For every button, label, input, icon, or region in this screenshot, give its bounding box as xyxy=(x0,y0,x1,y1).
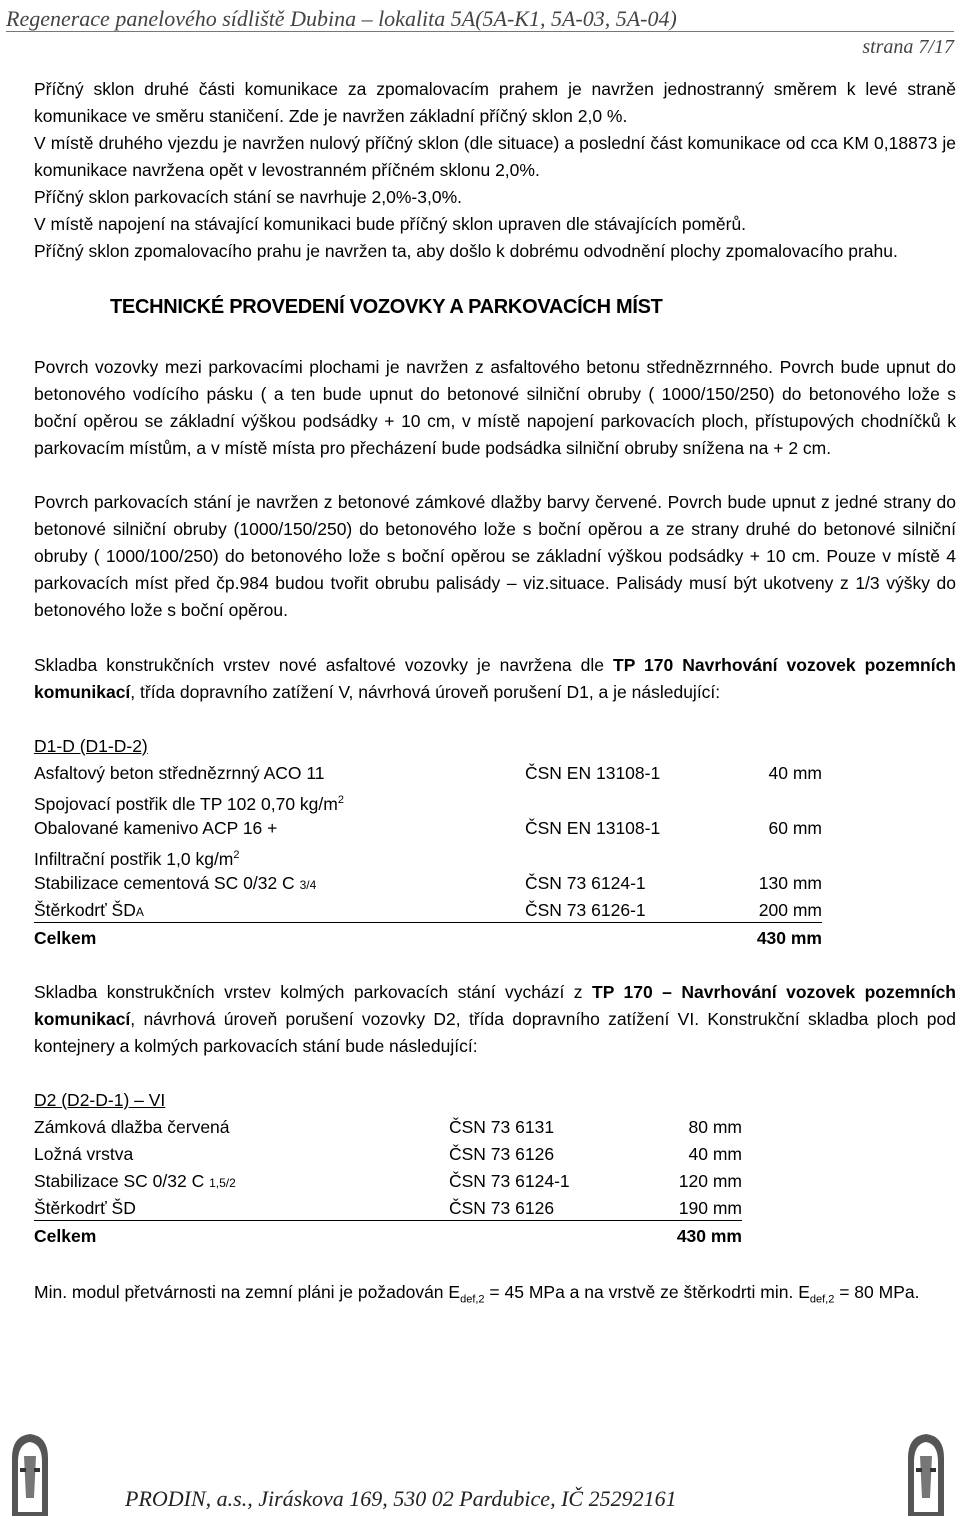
layer-name-text: Spojovací postřik dle TP 102 0,70 kg/m xyxy=(34,793,338,814)
modulus-sub: def,2 xyxy=(809,1293,835,1306)
company-logo-right xyxy=(898,1428,952,1518)
layer-name-text: Štěrkodrť ŠD xyxy=(34,900,136,920)
layer-norm: ČSN 73 6126 xyxy=(449,1198,555,1218)
layer-thickness: 40 mm xyxy=(688,1144,742,1164)
layer-name: Štěrkodrť ŠD xyxy=(34,1198,136,1218)
layer-norm: ČSN 73 6126 xyxy=(449,1144,555,1164)
layer-grade-sub: 3/4 xyxy=(299,878,317,892)
layer-norm: ČSN EN 13108-1 xyxy=(525,763,661,783)
company-logo-left xyxy=(2,1428,56,1518)
layer-name: Asfaltový beton střednězrnný ACO 11 xyxy=(34,763,325,783)
modulus-text: = 45 MPa a na vrstvě ze štěrkodrti min. E xyxy=(484,1282,810,1302)
layers-code: D2 (D2-D-1) – VI xyxy=(34,1090,166,1110)
paragraph-modulus xyxy=(34,1279,956,1314)
layer-grade-sub: 1,5/2 xyxy=(209,1176,236,1190)
total-label: Celkem xyxy=(34,1226,97,1246)
document-header-title: Regenerace panelového sídliště Dubina – lokalita 5A(5A-K1, 5A-03, 5A-04) xyxy=(6,6,677,31)
layer-thickness: 40 mm xyxy=(768,763,822,783)
layer-grade-sub: A xyxy=(135,905,144,919)
footer-company-address: PRODIN, a.s., Jiráskova 169, 530 02 Pardubice, IČ 25292161 xyxy=(125,1486,677,1511)
layer-thickness: 200 mm xyxy=(758,900,822,920)
intro-reference: TP 170 Navrhování vozovek pozemních komunikací xyxy=(34,655,956,702)
table-total-rule xyxy=(34,1220,742,1221)
section-heading: TECHNICKÉ PROVEDENÍ VOZOVKY A PARKOVACÍCH MÍST xyxy=(110,296,663,318)
paragraph-connection: V místě napojení na stávající komunikaci bude příčný sklon upraven dle stávajících poměrů. xyxy=(34,214,747,234)
modulus-sub: def,2 xyxy=(460,1293,485,1306)
total-thickness: 430 mm xyxy=(756,928,822,948)
layers-code-d1 xyxy=(34,733,148,760)
header-divider xyxy=(6,31,954,32)
intro-text: Skladba konstrukčních vrstev kolmých parkovacích stání vychází z xyxy=(34,982,593,1002)
layer-norm: ČSN 73 6126-1 xyxy=(525,900,646,920)
layer-name: Obalované kamenivo ACP 16 + xyxy=(34,818,278,838)
layer-norm: ČSN EN 13108-1 xyxy=(525,818,661,838)
layer-thickness: 60 mm xyxy=(768,818,822,838)
paragraph-second-entrance: V místě druhého vjezdu je navržen nulový příčný sklon (dle situace) a poslední část komunikace od cca KM 0,18873 je komunikace navržena opět v levostranném příčném sklonu 2,0%. xyxy=(34,133,956,180)
modulus-text: Min. modul přetvárnosti na zemní pláni je požadován E xyxy=(34,1282,461,1302)
total-thickness: 430 mm xyxy=(676,1226,742,1246)
paragraph-layers-asphalt xyxy=(34,652,956,706)
intro-text: Skladba konstrukčních vrstev nové asfaltové vozovky je navržena dle xyxy=(34,655,613,675)
layer-norm: ČSN 73 6131 xyxy=(449,1117,555,1137)
paragraph-speed-bump-slope: Příčný sklon zpomalovacího prahu je navržen ta, aby došlo k dobrému odvodnění plochy zpomalovacího prahu. xyxy=(34,241,898,261)
paragraph-road-surface: Povrch vozovky mezi parkovacími plochami je navržen z asfaltového betonu střednězrnného. Povrch bude upnut do betonového vodícího pásku ( a ten bude upnut do betonové silniční obruby ( 1000/150/250) do betonového lože s boční opěrou se základní výškou podsádky + 10 cm, v místě napojení parkovacích ploch, přístupových chodníčků k parkovacím místům, a v místě místa pro přecházení bude podsádka silniční obruby snížena na + 2 cm. xyxy=(34,357,956,458)
paragraph-parking-surface: Povrch parkovacích stání je navržen z betonové zámkové dlažby barvy červené. Povrch bude upnut z jedné strany do betonové silniční obruby (1000/150/250) do betonového lože s boční opěrou a ze strany druhé do betonové silniční obruby ( 1000/100/250) do betonového lože s boční opěrou se základní výškou podsádky + 10 cm. Pouze v místě 4 parkovacích míst před čp.984 budou tvořit obrubu palisády – viz.situace. Palisády musí být ukotveny z 1/3 výšky do betonového lože s boční opěrou. xyxy=(34,492,956,620)
layer-name xyxy=(34,870,316,899)
paragraph-parking-slope: Příčný sklon parkovacích stání se navrhuje 2,0%-3,0%. xyxy=(34,187,462,207)
layer-name-text: Infiltrační postřik 1,0 kg/m xyxy=(34,848,234,869)
layer-name xyxy=(34,1168,236,1197)
layer-unit-sup: 2 xyxy=(233,849,240,861)
modulus-text: = 80 MPa. xyxy=(834,1282,920,1302)
paragraph-layers-parking xyxy=(34,979,956,1060)
layers-code-d2 xyxy=(34,1087,165,1114)
layer-thickness: 190 mm xyxy=(678,1198,742,1218)
layer-name: Zámková dlažba červená xyxy=(34,1117,230,1137)
layer-name-text: Stabilizace SC 0/32 C xyxy=(34,1171,210,1191)
layers-code: D1-D (D1-D-2) xyxy=(34,736,148,756)
layer-name-text: Stabilizace cementová SC 0/32 C xyxy=(34,873,300,893)
layer-norm: ČSN 73 6124-1 xyxy=(449,1171,570,1191)
layer-thickness: 130 mm xyxy=(758,873,822,893)
layer-name xyxy=(34,842,240,873)
page-number: strana 7/17 xyxy=(862,36,954,58)
layer-norm: ČSN 73 6124-1 xyxy=(525,873,646,893)
layer-name: Ložná vrstva xyxy=(34,1144,134,1164)
layer-name xyxy=(34,787,344,818)
intro-text-end: , návrhová úroveň porušení vozovky D2, třída dopravního zatížení VI. Konstrukční skladba ploch pod kontejnery a kolmých parkovacích stání bude následující: xyxy=(34,1009,956,1056)
layer-thickness: 80 mm xyxy=(688,1117,742,1137)
intro-reference: TP 170 – Navrhování vozovek pozemních komunikací xyxy=(34,982,956,1029)
intro-text-end: , třída dopravního zatížení V, návrhová úroveň porušení D1, a je následující: xyxy=(130,682,721,702)
table-total-rule xyxy=(34,922,822,923)
layer-unit-sup: 2 xyxy=(337,794,344,806)
total-label: Celkem xyxy=(34,928,97,948)
layer-thickness: 120 mm xyxy=(678,1171,742,1191)
paragraph-cross-slope-second-part: Příčný sklon druhé části komunikace za zpomalovacím prahem je navržen jednostranný směrem k levé straně komunikace ve směru staničení. Zde je navržen základní příčný sklon 2,0 %. xyxy=(34,79,956,126)
